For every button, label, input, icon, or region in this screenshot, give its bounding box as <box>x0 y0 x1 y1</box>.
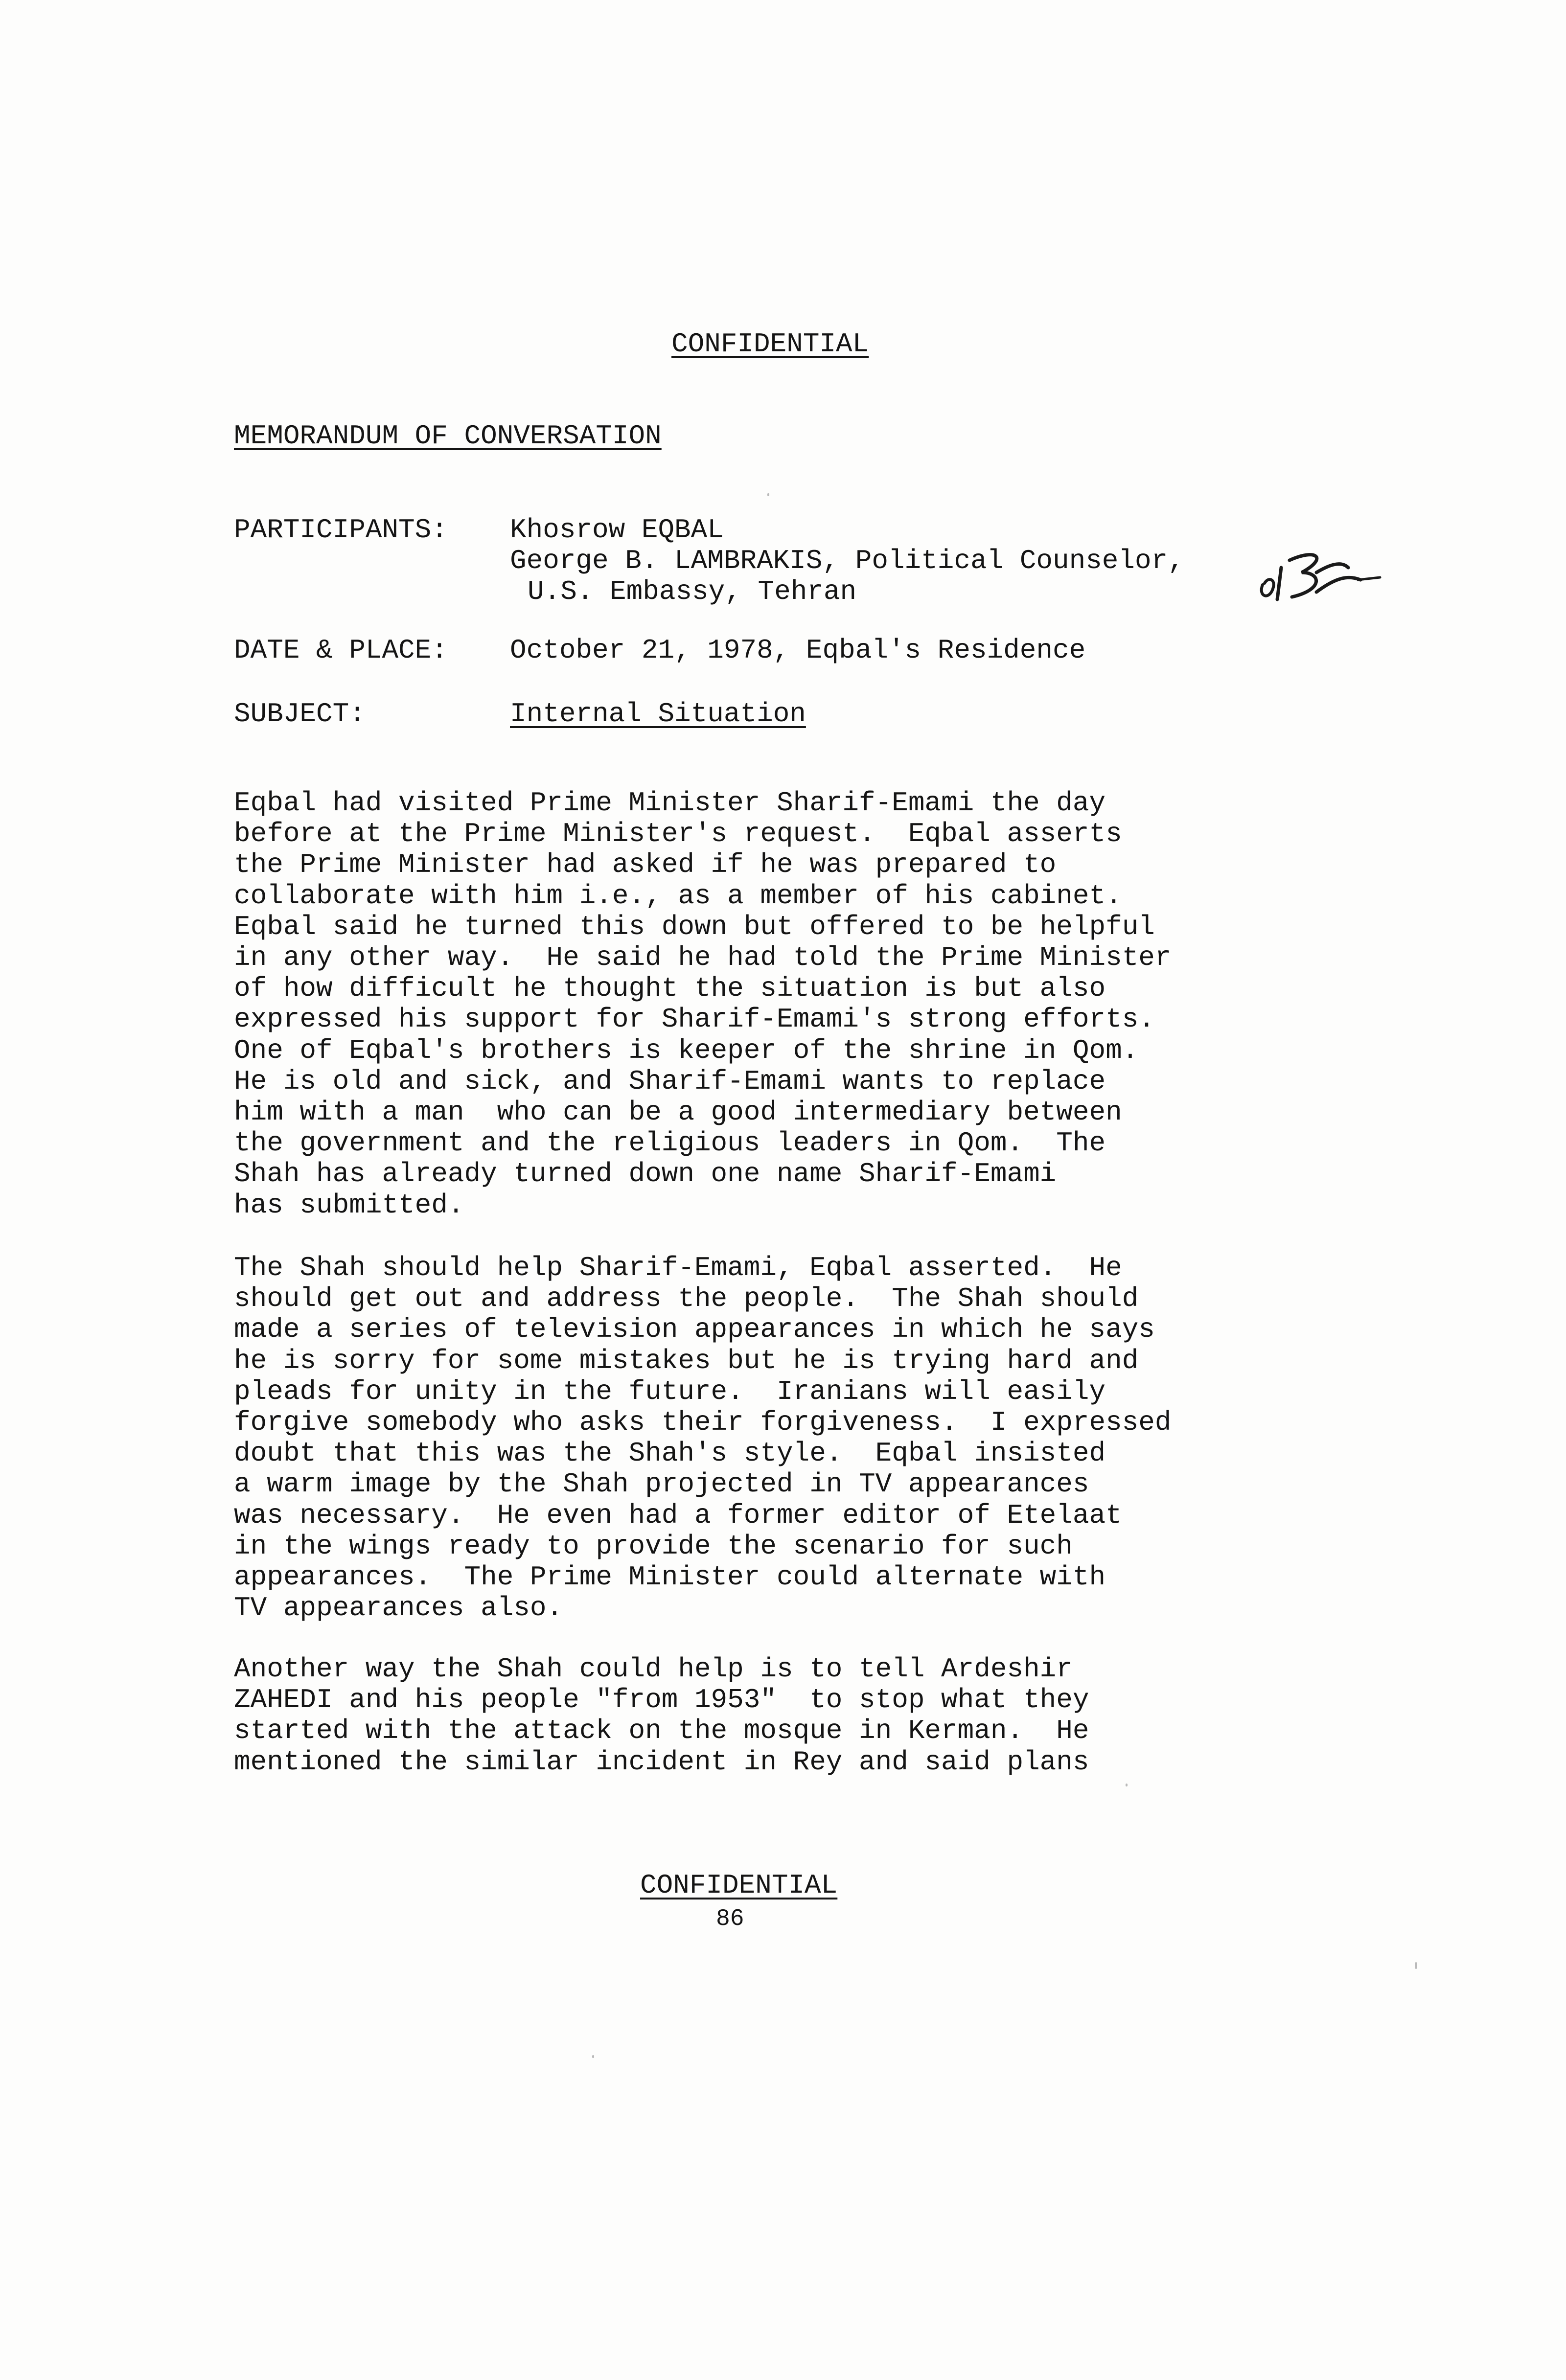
text-line: One of Eqbal's brothers is keeper of the shrine in Qom. <box>234 1034 1139 1066</box>
text-line: has submitted. <box>234 1189 464 1221</box>
handwritten-initials-signature <box>1243 538 1390 612</box>
text-line: Eqbal had visited Prime Minister Sharif-Emami the day <box>234 787 1106 819</box>
text-line: doubt that this was the Shah's style. Eqbal insisted <box>234 1438 1106 1469</box>
date-place-value: October 21, 1978, Eqbal's Residence <box>510 635 1086 666</box>
body-paragraph-1 <box>234 788 1172 1221</box>
scan-speck <box>1126 1784 1128 1786</box>
scan-speck <box>1415 1962 1417 1969</box>
body-paragraph-2 <box>234 1253 1172 1624</box>
participant-2: George B. LAMBRAKIS, Political Counselor, <box>510 545 1184 576</box>
text-line: He is old and sick, and Sharif-Emami wants to replace <box>234 1065 1106 1097</box>
text-line: should get out and address the people. The Shah should <box>234 1283 1139 1315</box>
footer-classification: CONFIDENTIAL <box>640 1870 838 1901</box>
text-line: in any other way. He said he had told the Prime Minister <box>234 942 1172 974</box>
text-line: mentioned the similar incident in Rey and said plans <box>234 1746 1089 1778</box>
body-paragraph-3 <box>234 1654 1089 1778</box>
text-line: ZAHEDI and his people "from 1953" to stop what they <box>234 1684 1089 1716</box>
text-line: forgive somebody who asks their forgiveness. I expressed <box>234 1407 1172 1439</box>
text-line: in the wings ready to provide the scenario for such <box>234 1530 1073 1562</box>
scan-speck <box>592 2055 594 2058</box>
scan-speck <box>767 493 769 496</box>
subject-value: Internal Situation <box>510 698 806 730</box>
text-line: pleads for unity in the future. Iranians will easily <box>234 1375 1106 1407</box>
text-line: collaborate with him i.e., as a member of his cabinet. <box>234 880 1122 912</box>
text-line: started with the attack on the mosque in Kerman. He <box>234 1715 1089 1747</box>
text-line: the government and the religious leaders in Qom. The <box>234 1127 1106 1159</box>
text-line: before at the Prime Minister's request. Eqbal asserts <box>234 818 1122 850</box>
header-classification: CONFIDENTIAL <box>671 328 869 360</box>
text-line: Another way the Shah could help is to tell Ardeshir <box>234 1653 1073 1685</box>
participants-label: PARTICIPANTS: <box>234 514 448 546</box>
participant-1: Khosrow EQBAL <box>510 514 724 546</box>
text-line: The Shah should help Sharif-Emami, Eqbal asserted. He <box>234 1252 1122 1283</box>
text-line: expressed his support for Sharif-Emami's strong efforts. <box>234 1004 1155 1035</box>
text-line: of how difficult he thought the situation is but also <box>234 973 1106 1005</box>
text-line: he is sorry for some mistakes but he is trying hard and <box>234 1345 1139 1376</box>
text-line: made a series of television appearances in which he says <box>234 1314 1155 1346</box>
text-line: a warm image by the Shah projected in TV appearances <box>234 1468 1089 1500</box>
page-number: 86 <box>716 1906 744 1932</box>
text-line: Eqbal said he turned this down but offered to be helpful <box>234 911 1155 942</box>
subject-label: SUBJECT: <box>234 698 366 730</box>
memo-title: MEMORANDUM OF CONVERSATION <box>234 420 662 452</box>
text-line: him with a man who can be a good intermediary between <box>234 1097 1122 1128</box>
date-place-label: DATE & PLACE: <box>234 635 448 666</box>
text-line: Shah has already turned down one name Sharif-Emami <box>234 1158 1057 1190</box>
text-line: the Prime Minister had asked if he was prepared to <box>234 849 1057 881</box>
text-line: TV appearances also. <box>234 1592 563 1624</box>
text-line: appearances. The Prime Minister could alternate with <box>234 1561 1106 1593</box>
participant-2-affiliation: U.S. Embassy, Tehran <box>528 576 857 607</box>
text-line: was necessary. He even had a former editor of Etelaat <box>234 1499 1122 1531</box>
